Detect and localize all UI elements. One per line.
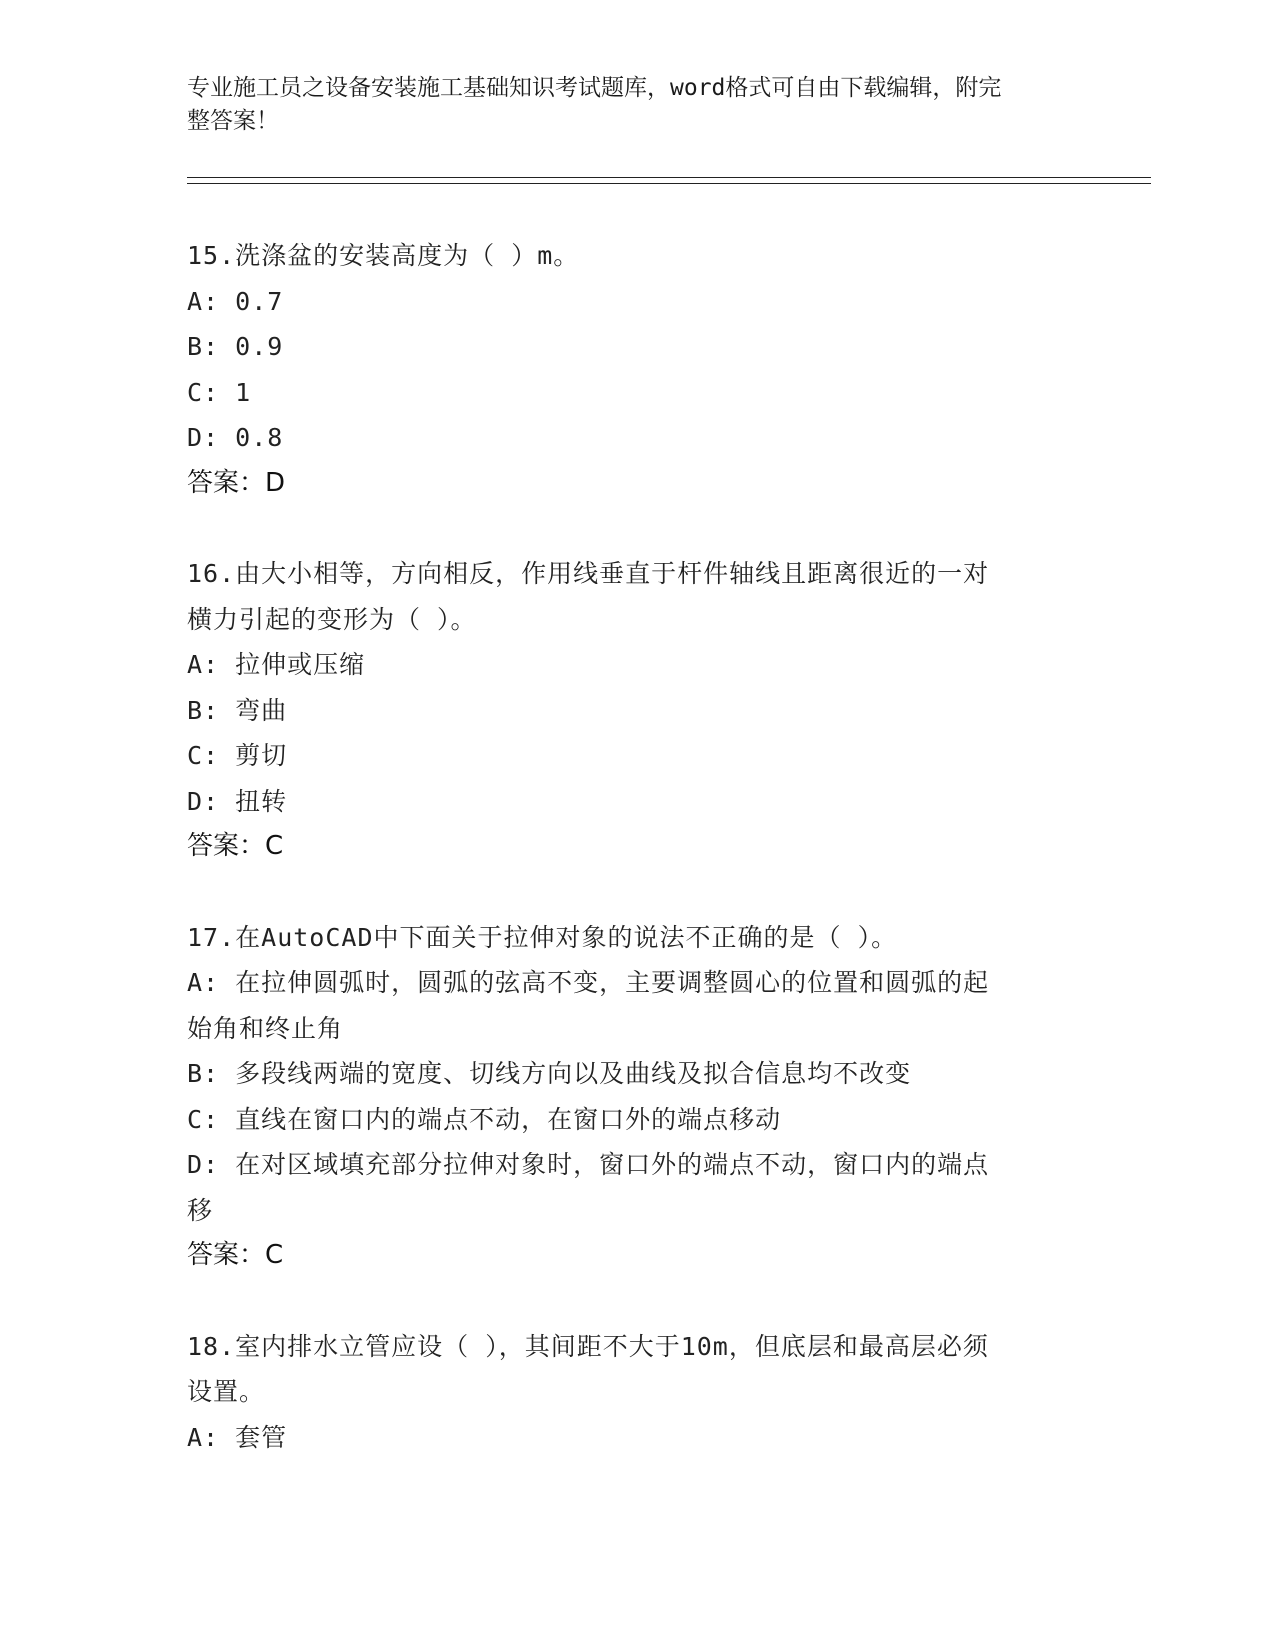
question-option: A: 在拉伸圆弧时，圆弧的弦高不变，主要调整圆心的位置和圆弧的起 始角和终止角 <box>187 968 990 1043</box>
question-option: D: 0.8 <box>187 423 284 452</box>
answer-line: 答案：D <box>187 467 286 498</box>
header-double-rule <box>187 177 1151 184</box>
question-option: B: 多段线两端的宽度、切线方向以及曲线及拟合信息均不改变 <box>187 1059 912 1088</box>
question-option: A: 拉伸或压缩 <box>187 650 366 679</box>
question-item <box>187 233 1087 506</box>
question-stem-line: 18.室内排水立管应设（ ），其间距不大于10m，但底层和最高层必须 <box>187 1331 989 1361</box>
question-option: B: 弯曲 <box>187 695 288 725</box>
question-stem-line: 横力引起的变形为（ ）。 <box>187 604 477 634</box>
answer-line: 答案：C <box>187 831 284 861</box>
question-list <box>187 233 1087 1505</box>
question-option: C: 直线在窗口内的端点不动，在窗口外的端点移动 <box>187 1104 782 1134</box>
question-stem-line: 16.由大小相等，方向相反，作用线垂直于杆件轴线且距离很近的一对 <box>187 559 990 588</box>
question-stem-line: 15.洗涤盆的安装高度为（ ）m。 <box>187 241 580 270</box>
question-item <box>187 915 1087 1279</box>
question-item <box>187 1324 1087 1461</box>
question-option: C: 剪切 <box>187 741 288 770</box>
question-option: A: 套管 <box>187 1422 288 1452</box>
question-option: C: 1 <box>187 377 252 407</box>
header-line-2: 整答案！ <box>187 108 279 134</box>
question-stem-line: 17.在AutoCAD中下面关于拉伸对象的说法不正确的是（ ）。 <box>187 922 898 952</box>
question-option: B: 0.9 <box>187 332 284 361</box>
question-item <box>187 551 1087 870</box>
question-stem-line: 设置。 <box>187 1377 266 1406</box>
answer-line: 答案：C <box>187 1240 284 1270</box>
header-line-1: 专业施工员之设备安装施工基础知识考试题库，word格式可自由下载编辑，附完 <box>187 75 1002 101</box>
question-option: D: 扭转 <box>187 786 288 816</box>
document-header <box>187 72 1087 138</box>
question-option: D: 在对区域填充部分拉伸对象时，窗口外的端点不动，窗口内的端点 移 <box>187 1150 990 1225</box>
question-option: A: 0.7 <box>187 286 284 316</box>
